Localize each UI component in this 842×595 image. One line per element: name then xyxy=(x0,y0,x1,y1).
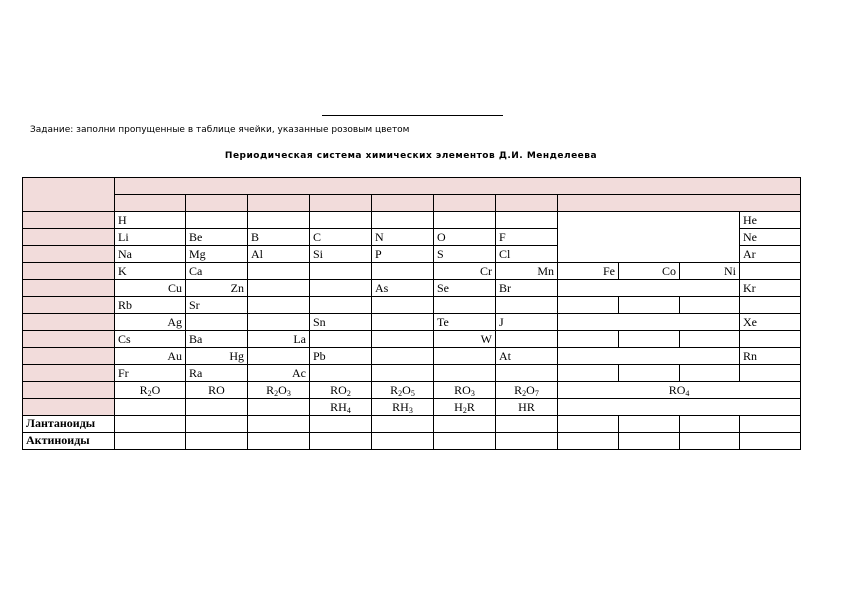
period-cell[interactable] xyxy=(23,246,115,263)
empty-cell xyxy=(248,280,310,297)
empty-cell xyxy=(740,365,801,382)
table-title: Периодическая система химических элементов Д.И. Менделеева xyxy=(224,151,598,161)
empty-cell xyxy=(248,263,310,280)
group-header-5[interactable] xyxy=(372,195,434,212)
lanthanide-cell xyxy=(619,416,680,433)
empty-cell xyxy=(248,399,310,416)
empty-cell xyxy=(619,365,680,382)
element-cell: O xyxy=(434,229,496,246)
empty-cell xyxy=(496,365,558,382)
hydride-formula-cell: $H_2R$ xyxy=(434,399,496,416)
lanthanide-cell xyxy=(680,416,740,433)
empty-cell xyxy=(619,331,680,348)
empty-cell xyxy=(372,365,434,382)
element-cell: Br xyxy=(496,280,558,297)
empty-cell xyxy=(680,331,740,348)
element-cell: Te xyxy=(434,314,496,331)
group-8-blank-cell xyxy=(558,212,740,263)
element-cell: Sr xyxy=(186,297,248,314)
actinide-cell xyxy=(496,433,558,450)
lanthanide-cell xyxy=(248,416,310,433)
element-cell: Pb xyxy=(310,348,372,365)
element-cell: At xyxy=(496,348,558,365)
actinide-cell xyxy=(434,433,496,450)
hydride-formula-cell: $RH_4$ xyxy=(310,399,372,416)
element-cell: Cs xyxy=(115,331,186,348)
actinide-cell xyxy=(115,433,186,450)
empty-cell xyxy=(372,212,434,229)
empty-cell xyxy=(434,212,496,229)
element-cell: W xyxy=(434,331,496,348)
element-cell: Rn xyxy=(740,348,801,365)
period-cell[interactable] xyxy=(23,297,115,314)
element-cell: Hg xyxy=(186,348,248,365)
element-cell: Ac xyxy=(248,365,310,382)
empty-cell xyxy=(372,263,434,280)
signature-line xyxy=(322,115,503,116)
element-cell: Se xyxy=(434,280,496,297)
lanthanide-cell xyxy=(740,416,801,433)
period-cell[interactable] xyxy=(23,212,115,229)
lanthanides-label: Лантаноиды xyxy=(23,416,115,433)
oxide-formula-cell: $RO_2$ xyxy=(310,382,372,399)
element-cell: S xyxy=(434,246,496,263)
element-cell: N xyxy=(372,229,434,246)
period-cell[interactable] xyxy=(23,348,115,365)
element-cell: Rb xyxy=(115,297,186,314)
actinide-cell xyxy=(186,433,248,450)
period-cell[interactable] xyxy=(23,365,115,382)
element-cell: F xyxy=(496,229,558,246)
element-cell: Be xyxy=(186,229,248,246)
empty-cell xyxy=(372,297,434,314)
lanthanide-cell xyxy=(496,416,558,433)
empty-cell xyxy=(740,331,801,348)
oxide-formula-cell: $R_2O_7$ xyxy=(496,382,558,399)
element-cell: Na xyxy=(115,246,186,263)
period-cell[interactable] xyxy=(23,280,115,297)
element-cell: J xyxy=(496,314,558,331)
empty-cell xyxy=(186,314,248,331)
empty-cell xyxy=(558,331,619,348)
element-cell: Si xyxy=(310,246,372,263)
oxide-formula-cell: $R_2O_5$ xyxy=(372,382,434,399)
empty-cell xyxy=(310,297,372,314)
empty-cell xyxy=(496,331,558,348)
periodic-table xyxy=(22,177,801,450)
element-cell: Fr xyxy=(115,365,186,382)
empty-cell xyxy=(740,263,801,280)
lanthanide-cell xyxy=(558,416,619,433)
group-header-3[interactable] xyxy=(248,195,310,212)
group-8-blank-cell xyxy=(558,348,740,365)
oxide-formula-cell: $R_2O$ xyxy=(115,382,186,399)
element-cell: Al xyxy=(248,246,310,263)
element-cell: Ag xyxy=(115,314,186,331)
element-cell: Ni xyxy=(680,263,740,280)
element-cell: B xyxy=(248,229,310,246)
empty-cell xyxy=(372,348,434,365)
element-cell: Sn xyxy=(310,314,372,331)
lanthanide-cell xyxy=(115,416,186,433)
group-header-6[interactable] xyxy=(434,195,496,212)
empty-cell xyxy=(310,212,372,229)
lanthanide-cell xyxy=(372,416,434,433)
element-cell: Mn xyxy=(496,263,558,280)
lanthanide-cell xyxy=(310,416,372,433)
actinide-cell xyxy=(740,433,801,450)
empty-cell xyxy=(434,348,496,365)
element-cell: Ra xyxy=(186,365,248,382)
empty-cell xyxy=(310,263,372,280)
empty-cell xyxy=(310,280,372,297)
empty-cell xyxy=(248,212,310,229)
header-groups-cell[interactable] xyxy=(115,178,801,195)
oxide-formula-cell: $R_2O_3$ xyxy=(248,382,310,399)
element-cell: Ne xyxy=(740,229,801,246)
actinides-label: Актиноиды xyxy=(23,433,115,450)
element-cell: Co xyxy=(619,263,680,280)
empty-cell xyxy=(740,297,801,314)
actinide-cell xyxy=(372,433,434,450)
element-cell: K xyxy=(115,263,186,280)
element-cell: He xyxy=(740,212,801,229)
group-header-7[interactable] xyxy=(496,195,558,212)
element-cell: C xyxy=(310,229,372,246)
element-cell: Au xyxy=(115,348,186,365)
group-8-blank-cell xyxy=(558,314,740,331)
empty-cell xyxy=(248,314,310,331)
actinide-cell xyxy=(248,433,310,450)
element-cell: Ar xyxy=(740,246,801,263)
oxide-formula-cell: $RO_4$ xyxy=(558,382,801,399)
oxides-row-label-cell[interactable] xyxy=(23,382,115,399)
empty-cell xyxy=(186,399,248,416)
element-cell: Zn xyxy=(186,280,248,297)
empty-cell xyxy=(496,297,558,314)
period-cell[interactable] xyxy=(23,331,115,348)
empty-cell xyxy=(372,314,434,331)
lanthanide-cell xyxy=(434,416,496,433)
empty-cell xyxy=(248,348,310,365)
header-corner-cell[interactable] xyxy=(23,178,115,212)
empty-cell xyxy=(680,365,740,382)
group-header-2[interactable] xyxy=(186,195,248,212)
hydrides-row-label-cell[interactable] xyxy=(23,399,115,416)
empty-cell xyxy=(496,212,558,229)
element-cell: Mg xyxy=(186,246,248,263)
element-cell: P xyxy=(372,246,434,263)
empty-cell xyxy=(186,212,248,229)
task-text: Задание: заполни пропущенные в таблице ячейки, указанные розовым цветом xyxy=(30,125,410,135)
group-header-8[interactable] xyxy=(558,195,801,212)
group-header-4[interactable] xyxy=(310,195,372,212)
element-cell: Cu xyxy=(115,280,186,297)
empty-cell xyxy=(248,297,310,314)
empty-cell xyxy=(310,365,372,382)
element-cell: H xyxy=(115,212,186,229)
element-cell: Li xyxy=(115,229,186,246)
element-cell: Fe xyxy=(558,263,619,280)
actinide-cell xyxy=(558,433,619,450)
empty-cell xyxy=(115,399,186,416)
period-cell[interactable] xyxy=(23,229,115,246)
actinide-cell xyxy=(680,433,740,450)
period-cell[interactable] xyxy=(23,263,115,280)
element-cell: Cr xyxy=(434,263,496,280)
empty-cell xyxy=(434,365,496,382)
group-8-blank-cell xyxy=(558,280,740,297)
hydride-formula-cell: $RH_3$ xyxy=(372,399,434,416)
empty-cell xyxy=(310,331,372,348)
empty-cell xyxy=(680,297,740,314)
empty-cell xyxy=(558,365,619,382)
empty-cell xyxy=(558,399,801,416)
element-cell: Kr xyxy=(740,280,801,297)
element-cell: As xyxy=(372,280,434,297)
hydride-formula-cell: HR xyxy=(496,399,558,416)
lanthanide-cell xyxy=(186,416,248,433)
actinide-cell xyxy=(619,433,680,450)
oxide-formula-cell: RO xyxy=(186,382,248,399)
empty-cell xyxy=(434,297,496,314)
empty-cell xyxy=(372,331,434,348)
element-cell: Xe xyxy=(740,314,801,331)
period-cell[interactable] xyxy=(23,314,115,331)
empty-cell xyxy=(558,297,619,314)
empty-cell xyxy=(619,297,680,314)
element-cell: Ba xyxy=(186,331,248,348)
element-cell: La xyxy=(248,331,310,348)
actinide-cell xyxy=(310,433,372,450)
oxide-formula-cell: $RO_3$ xyxy=(434,382,496,399)
element-cell: Cl xyxy=(496,246,558,263)
element-cell: Ca xyxy=(186,263,248,280)
group-header-1[interactable] xyxy=(115,195,186,212)
